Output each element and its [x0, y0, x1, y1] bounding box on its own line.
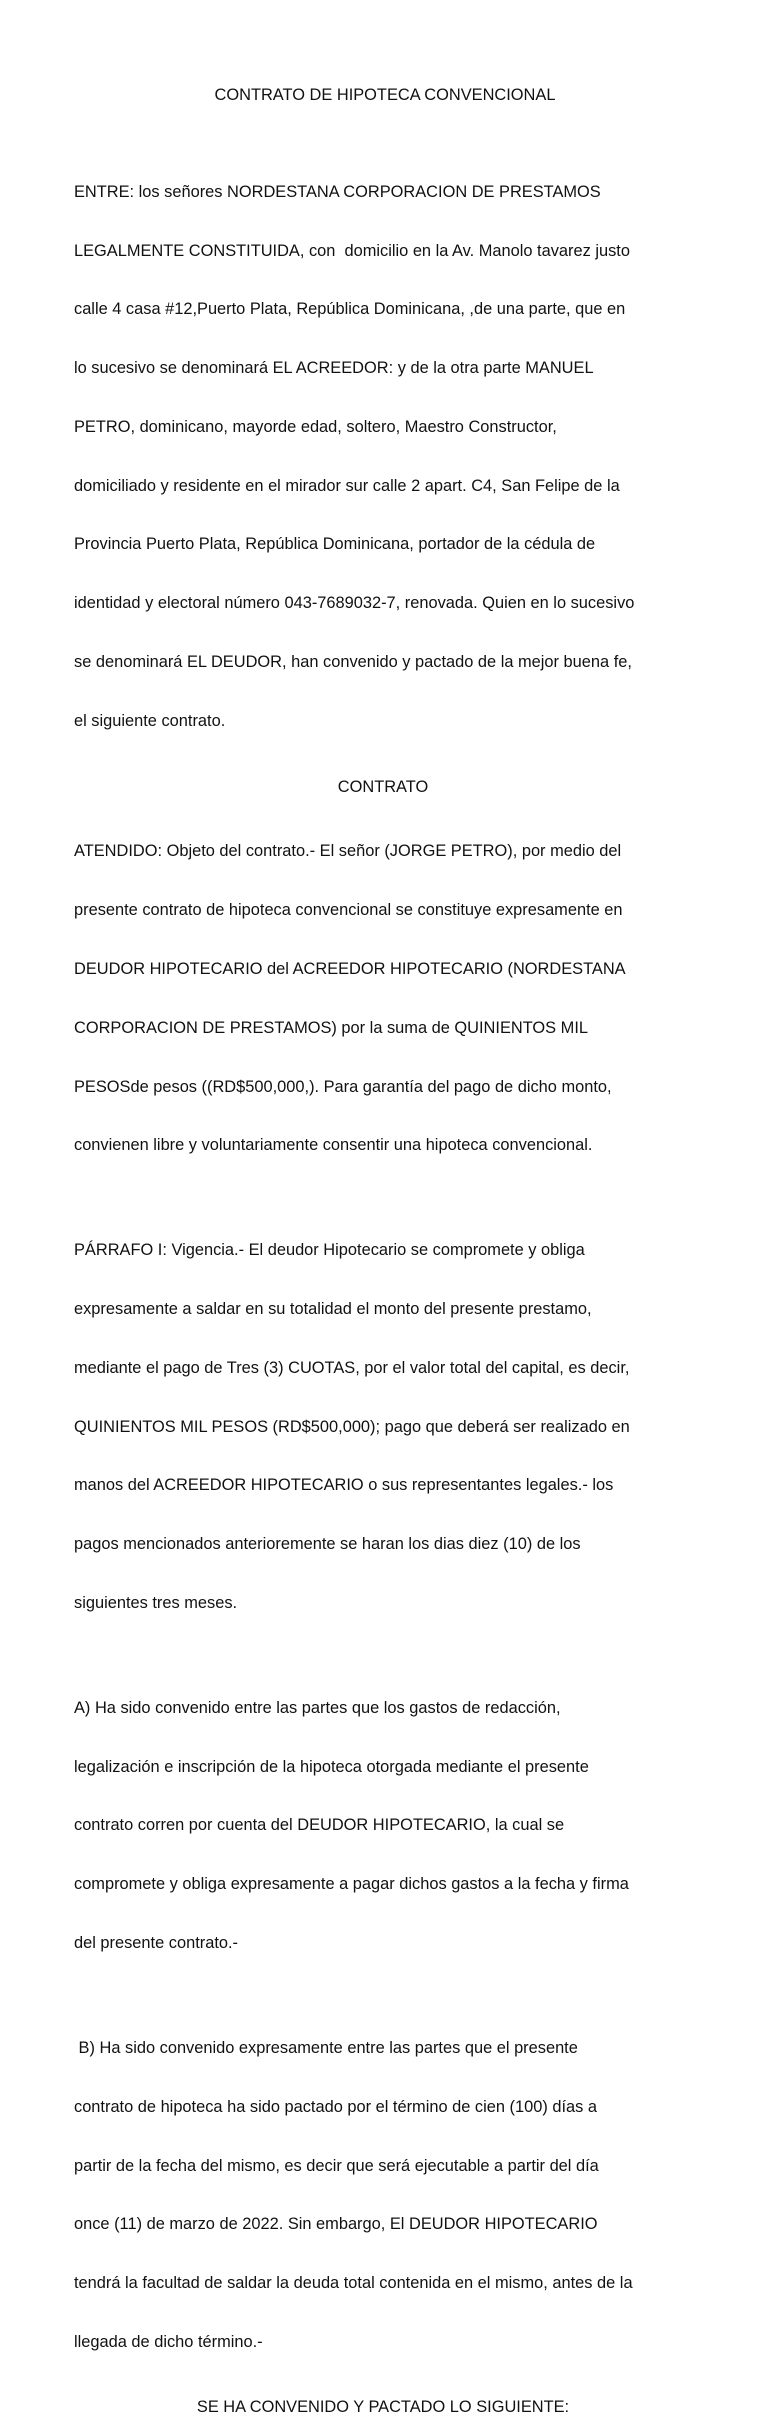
- text-line: QUINIENTOS MIL PESOS (RD$500,000); pago que deberá ser realizado en: [74, 1417, 630, 1436]
- text-line: Provincia Puerto Plata, República Dominicana, portador de la cédula de: [74, 535, 596, 554]
- text-line: tendrá la facultad de saldar la deuda total contenida en el mismo, antes de la: [74, 2274, 633, 2293]
- text-line: compromete y obliga expresamente a pagar dichos gastos a la fecha y firma: [74, 1875, 629, 1894]
- text-line: el siguiente contrato.: [74, 711, 226, 730]
- text-line: domiciliado y residente en el mirador sur calle 2 apart. C4, San Felipe de la: [74, 476, 620, 495]
- closing-heading: SE HA CONVENIDO Y PACTADO LO SIGUIENTE:: [196, 2397, 570, 2416]
- text-line: convienen libre y voluntariamente consentir una hipoteca convencional.: [74, 1136, 593, 1155]
- document-page: [74, 86, 692, 2423]
- clause-b: [74, 2000, 692, 2392]
- text-line: pagos mencionados anterioremente se haran los dias diez (10) de los: [74, 1535, 581, 1554]
- text-line: ENTRE: los señores NORDESTANA CORPORACION DE PRESTAMOS: [74, 182, 601, 201]
- text-line: calle 4 casa #12,Puerto Plata, República Dominicana, ,de una parte, que en: [74, 300, 626, 319]
- text-line: del presente contrato.-: [74, 1934, 239, 1953]
- text-line: CORPORACION DE PRESTAMOS) por la suma de QUINIENTOS MIL: [74, 1018, 588, 1037]
- text-line: A) Ha sido convenido entre las partes que los gastos de redacción,: [74, 1698, 561, 1717]
- document-title: CONTRATO DE HIPOTECA CONVENCIONAL: [214, 86, 556, 104]
- text-line: siguientes tres meses.: [74, 1593, 238, 1612]
- text-line: DEUDOR HIPOTECARIO del ACREEDOR HIPOTECARIO (NORDESTANA: [74, 959, 626, 978]
- text-line: expresamente a saldar en su totalidad el monto del presente prestamo,: [74, 1300, 592, 1319]
- text-line: PÁRRAFO I: Vigencia.- El deudor Hipotecario se compromete y obliga: [74, 1241, 585, 1260]
- parrafo-1: [74, 1202, 692, 1653]
- text-line: se denominará EL DEUDOR, han convenido y pactado de la mejor buena fe,: [74, 653, 632, 672]
- text-line: mediante el pago de Tres (3) CUOTAS, por el valor total del capital, es decir,: [74, 1358, 630, 1377]
- text-line: identidad y electoral número 043-7689032-7, renovada. Quien en lo sucesivo: [74, 594, 635, 613]
- text-line: LEGALMENTE CONSTITUIDA, con domicilio en la Av. Manolo tavarez justo: [74, 241, 630, 260]
- contrato-heading: CONTRATO: [337, 777, 429, 796]
- text-line: llegada de dicho término.-: [74, 2332, 263, 2351]
- text-line: once (11) de marzo de 2022. Sin embargo, El DEUDOR HIPOTECARIO: [74, 2215, 598, 2234]
- atendido-paragraph: [74, 803, 692, 1195]
- text-line: contrato corren por cuenta del DEUDOR HIPOTECARIO, la cual se: [74, 1816, 565, 1835]
- intro-paragraph: [74, 144, 692, 771]
- text-line: PETRO, dominicano, mayorde edad, soltero, Maestro Constructor,: [74, 417, 557, 436]
- text-line: lo sucesivo se denominará EL ACREEDOR: y de la otra parte MANUEL: [74, 359, 594, 378]
- text-line: partir de la fecha del mismo, es decir que será ejecutable a partir del día: [74, 2156, 599, 2175]
- text-line: PESOSde pesos ((RD$500,000,). Para garantía del pago de dicho monto,: [74, 1077, 612, 1096]
- clause-a: [74, 1660, 692, 1993]
- text-line: manos del ACREEDOR HIPOTECARIO o sus representantes legales.- los: [74, 1476, 614, 1495]
- text-line: ATENDIDO: Objeto del contrato.- El señor (JORGE PETRO), por medio del: [74, 842, 622, 861]
- text-line: contrato de hipoteca ha sido pactado por el término de cien (100) días a: [74, 2097, 598, 2116]
- text-line: presente contrato de hipoteca convencional se constituye expresamente en: [74, 901, 623, 920]
- text-line: legalización e inscripción de la hipoteca otorgada mediante el presente: [74, 1757, 589, 1776]
- text-line: B) Ha sido convenido expresamente entre las partes que el presente: [74, 2039, 578, 2057]
